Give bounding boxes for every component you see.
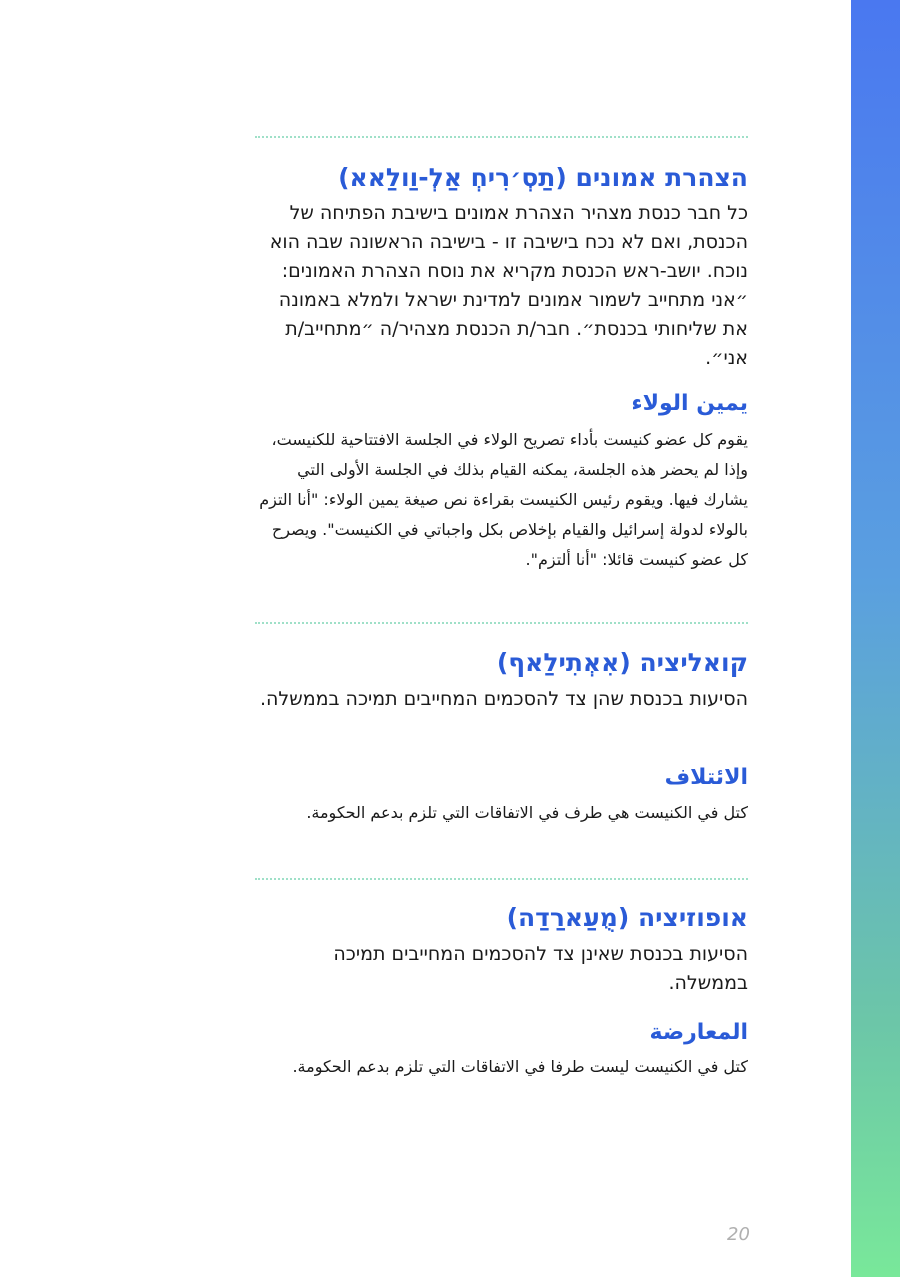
section-divider [255,136,748,138]
arabic-term-title: يمين الولاء [631,391,748,416]
page-number: 20 [727,1224,750,1245]
hebrew-term-definition: הסיעות בכנסת שאינן צד להסכמים המחייבים תמיכה בממשלה. [333,943,748,994]
side-gradient-bar [851,0,900,1277]
hebrew-term-title: קואליציה (אִאְתִילַאף) [496,648,748,677]
section-divider [255,622,748,624]
arabic-term-definition: كتل في الكنيست هي طرف في الاتفاقات التي تلزم بدعم الحكومة. [306,803,748,822]
arabic-term-title: الائتلاف [664,765,748,790]
section-divider [255,878,748,880]
arabic-term-definition: يقوم كل عضو كنيست بأداء تصريح الولاء في الجلسة الافتتاحية للكنيست، وإذا لم يحضر هذه الجلسة، يمكنه القيام بذلك في الجلسة الأولى التي يشارك فيها. ويقوم رئيس الكنيست بقراءة نص صيغة يمين الولاء: "أنا التزم بالولاء لدولة إسرائيل والقيام بإخلاص بكل واجباتي في الكنيست". ويصرح كل عضو كنيست قائلا: "أنا ألتزم". [259,430,748,569]
hebrew-term-definition: הסיעות בכנסת שהן צד להסכמים המחייבים תמיכה בממשלה. [259,688,748,710]
hebrew-term-definition: כל חבר כנסת מצהיר הצהרת אמונים בישיבת הפתיחה של הכנסת, ואם לא נכח בישיבה זו - בישיבה הראשונה שבה הוא נוכח. יושב-ראש הכנסת מקריא את נוסח הצהרת האמונים: ״אני מתחייב לשמור אמונים למדינת ישראל ולמלא באמונה את שליחותי בכנסת״. חבר/ת הכנסת מצהיר/ה ״מתחייב/ת אני״. [269,202,748,369]
arabic-term-definition: كتل في الكنيست ليست طرفا في الاتفاقات التي تلزم بدعم الحكومة. [292,1057,748,1076]
arabic-term-title: المعارضة [649,1020,748,1045]
hebrew-term-title: אופוזיציה (מֻעַארַדַה) [506,903,748,932]
hebrew-term-title: הצהרת אמונים (תַסְ׳רִיחְ אַלְ-וַולַאא) [338,163,748,192]
